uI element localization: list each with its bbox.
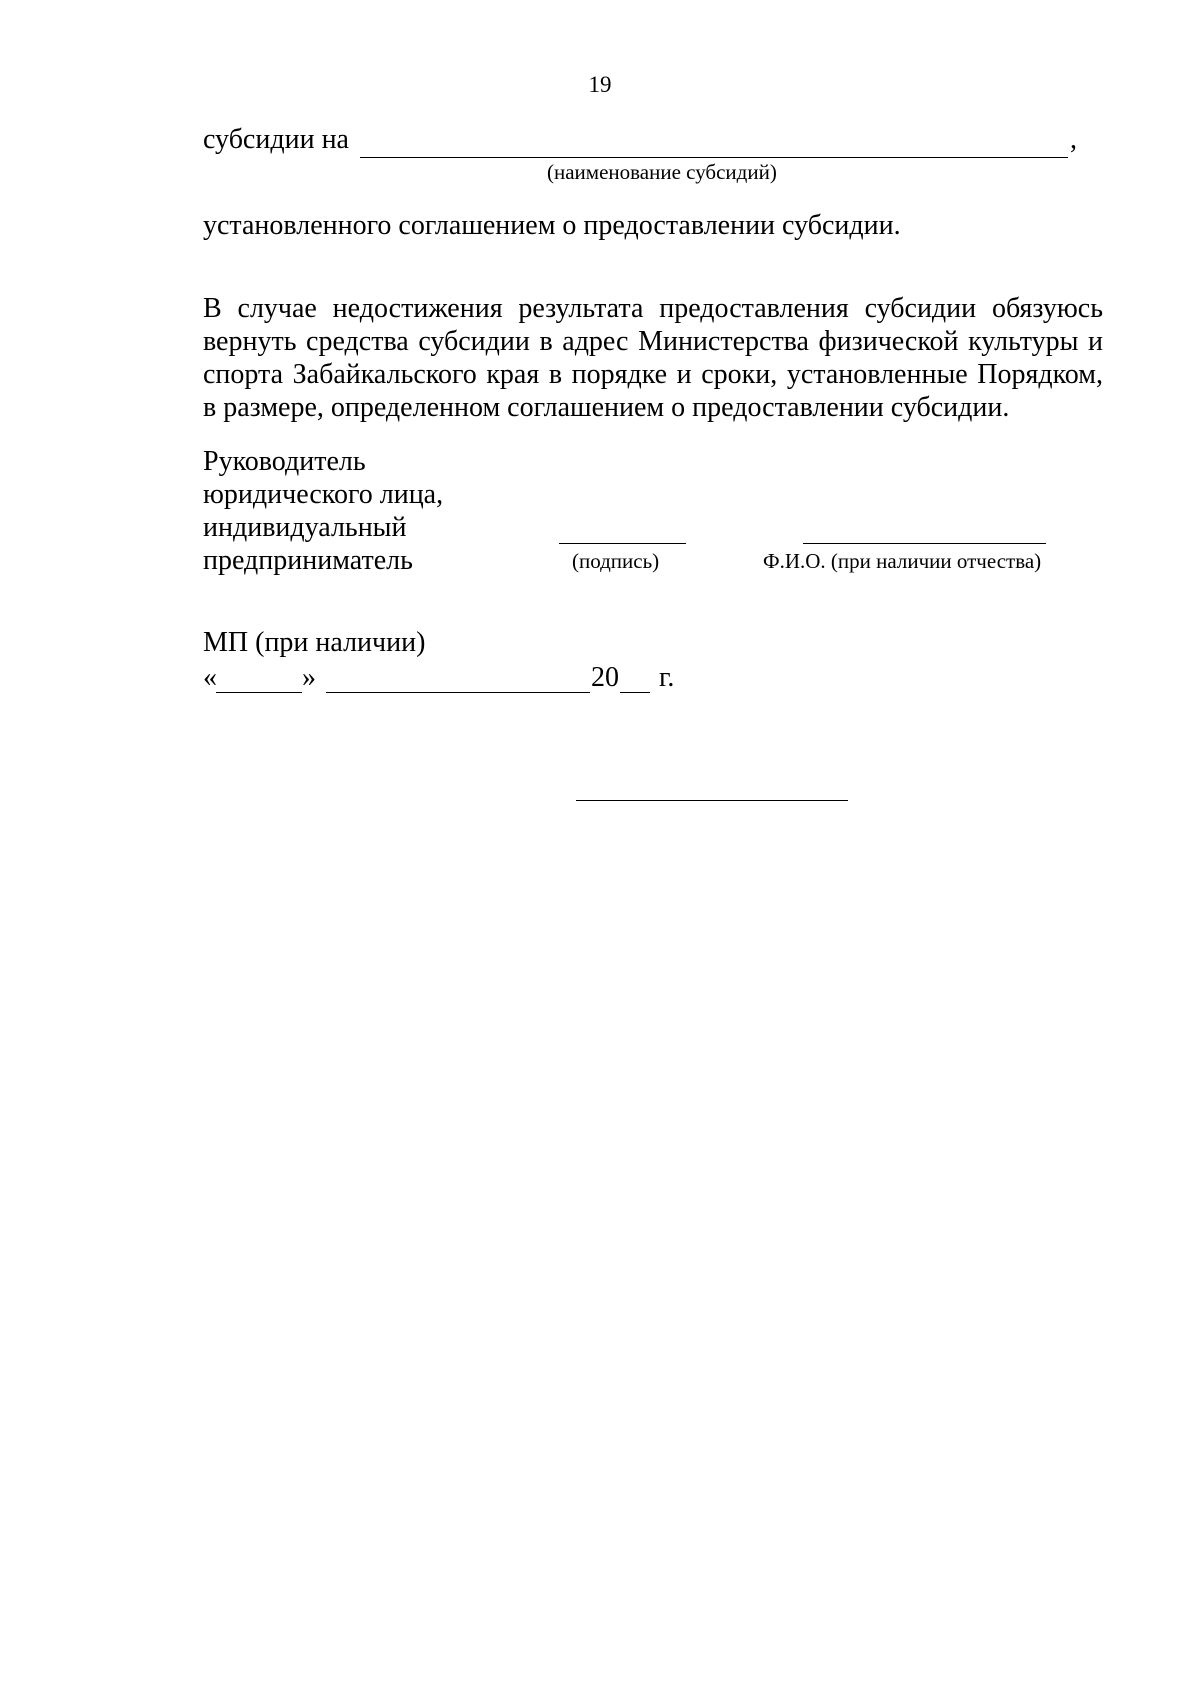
subsidy-prefix: субсидии на [203, 124, 349, 155]
signatory-label-line-2: юридического лица, [203, 479, 444, 510]
signatory-label [203, 445, 443, 577]
obligation-paragraph [203, 292, 1103, 424]
obligation-line-3: спорта Забайкальского края в порядке и сроки, установленные Порядком, [203, 359, 1103, 390]
signature-caption: (подпись) [572, 549, 660, 573]
date-close-quote: » [302, 662, 316, 693]
day-blank [216, 692, 302, 693]
name-blank [803, 543, 1046, 544]
obligation-line-4: в размере, определенном соглашением о предоставлении субсидии. [203, 392, 1010, 423]
obligation-line-1: В случае недостижения результата предоставления субсидии обязуюсь [203, 293, 1103, 324]
subsidy-name-caption: (наименование субсидий) [547, 160, 777, 184]
established-line: установленного соглашением о предоставлении субсидии. [203, 210, 901, 241]
month-blank [326, 692, 590, 693]
stamp-label: МП (при наличии) [203, 627, 426, 658]
date-open-quote: « [203, 662, 217, 693]
signatory-label-line-1: Руководитель [203, 446, 366, 477]
page-number: 19 [588, 72, 612, 97]
signatory-label-line-4: предприниматель [203, 545, 413, 576]
obligation-line-2: вернуть средства субсидии в адрес Министерства физической культуры и [203, 326, 1103, 357]
signature-blank [559, 543, 686, 544]
name-caption: Ф.И.О. (при наличии отчества) [763, 549, 1042, 573]
subsidy-line-comma: , [1070, 124, 1077, 155]
year-suffix: г. [659, 662, 675, 693]
signatory-label-line-3: индивидуальный [203, 512, 407, 543]
year-prefix: 20 [591, 662, 619, 693]
subsidy-name-blank [360, 157, 1068, 158]
year-blank [620, 692, 650, 693]
closing-separator [576, 800, 848, 801]
